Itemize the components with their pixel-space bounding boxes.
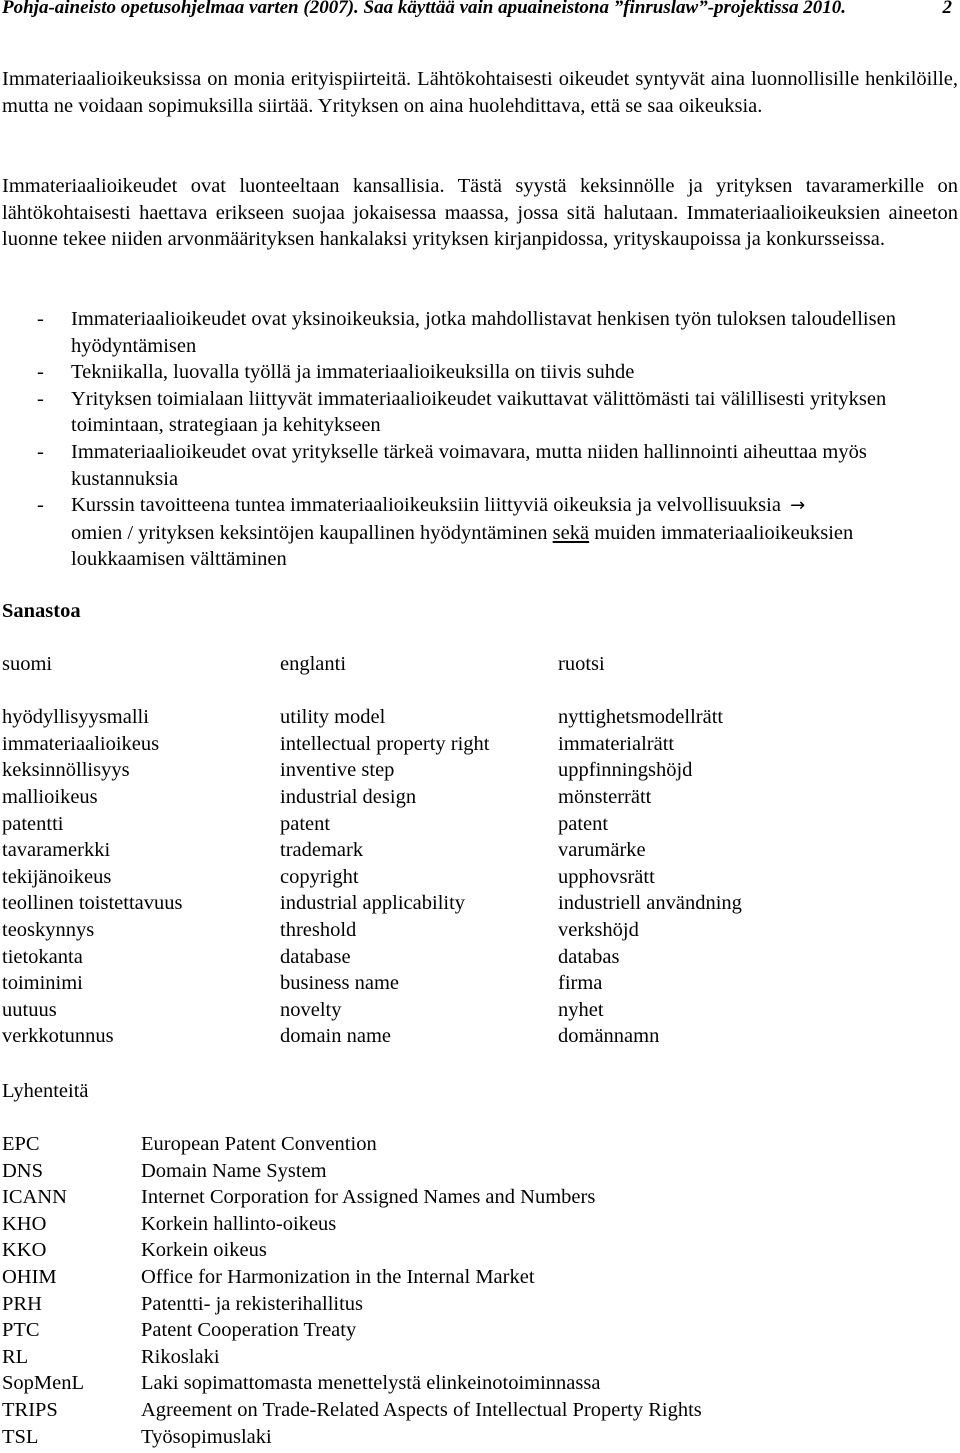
term-english: database bbox=[280, 945, 351, 968]
bullet-dash: - bbox=[37, 440, 44, 463]
abbreviation-meaning: European Patent Convention bbox=[141, 1133, 377, 1155]
table-row bbox=[2, 1264, 958, 1291]
term-finnish: patentti bbox=[2, 812, 64, 835]
bullet-text: muiden immateriaalioikeuksien loukkaamisen välttäminen bbox=[71, 521, 854, 571]
abbreviation: ICANN bbox=[2, 1186, 67, 1209]
term-swedish: databas bbox=[558, 945, 620, 968]
term-swedish: patent bbox=[558, 812, 609, 835]
list-item bbox=[2, 492, 958, 573]
table-row bbox=[2, 704, 958, 731]
table-row bbox=[2, 1237, 958, 1264]
table-row bbox=[2, 1344, 958, 1371]
bullet-text: Kurssin tavoitteena tuntea immateriaalioikeuksiin liittyviä oikeuksia ja velvollisuuksia bbox=[71, 494, 781, 517]
abbreviation: PTC bbox=[2, 1319, 40, 1342]
term-finnish: teoskynnys bbox=[2, 918, 95, 941]
bullet-text: omien / yrityksen keksintöjen kaupallinen hyödyntäminen bbox=[71, 521, 548, 544]
term-swedish: uppfinningshöjd bbox=[558, 759, 693, 782]
term-english: intellectual property right bbox=[280, 732, 490, 755]
table-row bbox=[2, 864, 958, 891]
term-finnish: immateriaalioikeus bbox=[2, 732, 160, 755]
term-finnish: uutuus bbox=[2, 998, 57, 1021]
table-row bbox=[2, 1131, 958, 1158]
abbreviation: DNS bbox=[2, 1159, 44, 1182]
list-item bbox=[2, 359, 958, 386]
column-header-swedish: ruotsi bbox=[558, 653, 605, 675]
abbreviation-meaning: Patentti- ja rekisterihallitus bbox=[141, 1292, 364, 1315]
abbreviation-meaning: Domain Name System bbox=[141, 1159, 327, 1182]
abbreviation: RL bbox=[2, 1345, 29, 1368]
bullet-text: Tekniikalla, luovalla työllä ja immateriaalioikeuksilla on tiivis suhde bbox=[71, 361, 635, 384]
abbreviations-title: Lyhenteitä bbox=[2, 1080, 89, 1102]
abbreviation: KKO bbox=[2, 1239, 47, 1262]
term-english: patent bbox=[280, 812, 331, 835]
term-english: inventive step bbox=[280, 759, 395, 782]
list-item bbox=[2, 439, 958, 492]
table-row bbox=[2, 1158, 958, 1185]
table-row bbox=[2, 757, 958, 784]
term-finnish: hyödyllisyysmalli bbox=[2, 706, 149, 729]
term-finnish: verkkotunnus bbox=[2, 1025, 114, 1048]
table-row bbox=[2, 917, 958, 944]
term-swedish: industriell användning bbox=[558, 892, 742, 915]
term-finnish: tekijänoikeus bbox=[2, 865, 112, 888]
term-english: novelty bbox=[280, 998, 342, 1021]
term-finnish: toiminimi bbox=[2, 972, 83, 995]
bullet-text: Yrityksen toimialaan liittyvät immateriaalioikeudet vaikuttavat välittömästi tai välillisesti yrityksen toimintaan, strategiaan ja kehitykseen bbox=[71, 387, 887, 437]
term-finnish: keksinnöllisyys bbox=[2, 759, 130, 782]
bullet-text: Immateriaalioikeudet ovat yksinoikeuksia, jotka mahdollistavat henkisen työn tuloksen taloudellisen hyödyntämisen bbox=[71, 308, 896, 357]
term-swedish: firma bbox=[558, 972, 603, 995]
column-header-finnish: suomi bbox=[2, 653, 53, 675]
abbreviation-meaning: Korkein hallinto-oikeus bbox=[141, 1212, 337, 1235]
list-item bbox=[2, 386, 958, 439]
page-header bbox=[2, 0, 952, 21]
term-english: threshold bbox=[280, 918, 357, 941]
term-finnish: mallioikeus bbox=[2, 785, 98, 808]
table-row bbox=[2, 970, 958, 997]
table-row bbox=[2, 997, 958, 1024]
table-row bbox=[2, 837, 958, 864]
table-row bbox=[2, 1023, 958, 1050]
vocabulary-table bbox=[2, 651, 958, 1050]
term-swedish: verkshöjd bbox=[558, 918, 639, 941]
table-row bbox=[2, 890, 958, 917]
list-item bbox=[2, 306, 958, 359]
term-english: business name bbox=[280, 972, 399, 995]
table-row bbox=[2, 1211, 958, 1238]
abbreviation-meaning: Office for Harmonization in the Internal Market bbox=[141, 1265, 535, 1288]
term-swedish: upphovsrätt bbox=[558, 865, 655, 888]
right-arrow-icon: → bbox=[790, 495, 806, 517]
bullet-text: Immateriaalioikeudet ovat yritykselle tärkeä voimavara, mutta niiden hallinnointi aiheuttaa myös kustannuksia bbox=[71, 440, 867, 490]
page-number: 2 bbox=[942, 0, 952, 18]
underlined-word: sekä bbox=[552, 521, 590, 544]
term-swedish: nyhet bbox=[558, 998, 604, 1021]
term-english: industrial applicability bbox=[280, 892, 466, 915]
term-english: industrial design bbox=[280, 785, 417, 808]
column-header-english: englanti bbox=[280, 653, 347, 675]
abbreviation-meaning: Työsopimuslaki bbox=[141, 1425, 272, 1448]
abbreviation: SopMenL bbox=[2, 1372, 84, 1395]
table-row bbox=[2, 784, 958, 811]
table-row bbox=[2, 1370, 958, 1397]
term-swedish: domännamn bbox=[558, 1025, 660, 1048]
term-english: copyright bbox=[280, 865, 359, 888]
term-finnish: tavaramerkki bbox=[2, 839, 111, 862]
bullet-dash: - bbox=[37, 308, 44, 330]
abbreviation: OHIM bbox=[2, 1265, 57, 1288]
header-source-note: Pohja-aineisto opetusohjelmaa varten (2007). Saa käyttää vain apuaineistona ”finruslaw”-projektissa 2010. bbox=[2, 0, 846, 18]
abbreviation: PRH bbox=[2, 1292, 42, 1315]
term-english: utility model bbox=[280, 706, 386, 729]
term-finnish: tietokanta bbox=[2, 945, 83, 968]
term-english: trademark bbox=[280, 839, 364, 862]
bullet-list bbox=[2, 306, 958, 573]
abbreviation: TRIPS bbox=[2, 1398, 58, 1421]
abbreviation-meaning: Korkein oikeus bbox=[141, 1239, 267, 1262]
table-row bbox=[2, 944, 958, 971]
paragraph-intro: Immateriaalioikeuksissa on monia erityispiirteitä. Lähtökohtaisesti oikeudet syntyvät aina luonnollisille henkilöille, mutta ne voidaan sopimuksilla siirtää. Yrityksen on aina huolehdittava, että se saa oikeuksia. bbox=[2, 68, 958, 117]
vocabulary-title: Sanastoa bbox=[2, 600, 81, 622]
table-row bbox=[2, 1291, 958, 1318]
table-row bbox=[2, 811, 958, 838]
term-swedish: nyttighetsmodellrätt bbox=[558, 706, 724, 729]
vocabulary-header-row bbox=[2, 651, 958, 678]
term-swedish: mönsterrätt bbox=[558, 785, 652, 808]
spacer bbox=[2, 678, 958, 705]
term-english: domain name bbox=[280, 1025, 392, 1048]
abbreviations-table bbox=[2, 1131, 958, 1450]
table-row bbox=[2, 1424, 958, 1451]
abbreviation: EPC bbox=[2, 1133, 40, 1155]
paragraph-national: Immateriaalioikeudet ovat luonteeltaan kansallisia. Tästä syystä keksinnölle ja yrityksen tavaramerkille on lähtökohtaisesti haettava erikseen suojaa jokaisessa maassa, jossa sitä halutaan. Immateriaalioikeuksien aineeton luonne tekee niiden arvonmäärityksen hankalaksi yrityksen kirjanpidossa, yrityskaupoissa ja konkursseissa. bbox=[2, 175, 958, 251]
abbreviation-meaning: Laki sopimattomasta menettelystä elinkeinotoiminnassa bbox=[141, 1372, 601, 1395]
table-row bbox=[2, 1317, 958, 1344]
table-row bbox=[2, 1184, 958, 1211]
term-finnish: teollinen toistettavuus bbox=[2, 892, 183, 915]
abbreviation-meaning: Agreement on Trade-Related Aspects of Intellectual Property Rights bbox=[141, 1398, 702, 1421]
term-swedish: varumärke bbox=[558, 839, 646, 862]
abbreviation: TSL bbox=[2, 1425, 39, 1448]
abbreviation-meaning: Patent Cooperation Treaty bbox=[141, 1319, 357, 1342]
table-row bbox=[2, 1397, 958, 1424]
term-swedish: immaterialrätt bbox=[558, 732, 675, 755]
bullet-dash: - bbox=[37, 387, 44, 410]
bullet-dash: - bbox=[37, 361, 44, 384]
table-row bbox=[2, 731, 958, 758]
abbreviation-meaning: Internet Corporation for Assigned Names and Numbers bbox=[141, 1186, 596, 1209]
abbreviation: KHO bbox=[2, 1212, 47, 1235]
abbreviation-meaning: Rikoslaki bbox=[141, 1345, 220, 1368]
bullet-dash: - bbox=[37, 494, 44, 517]
